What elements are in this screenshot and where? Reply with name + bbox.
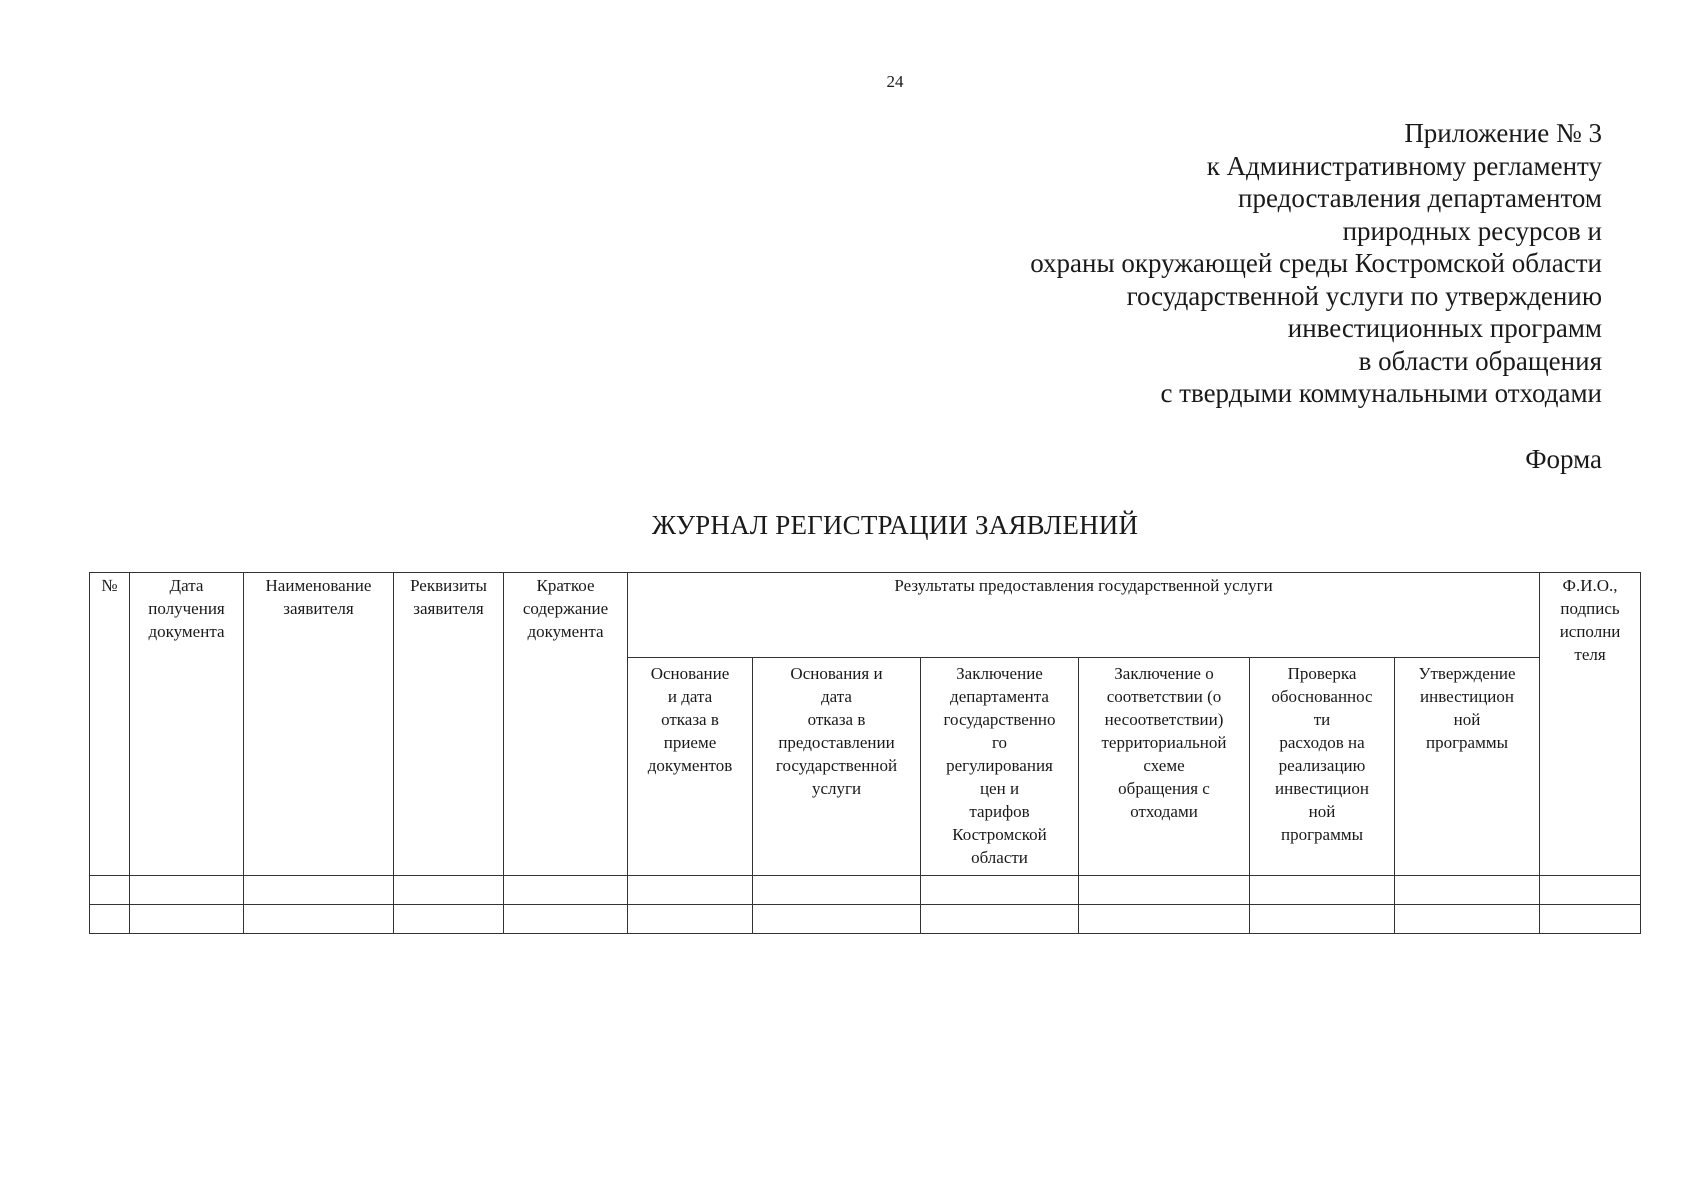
header-line: Основание (650, 664, 730, 683)
table-cell (394, 876, 504, 905)
header-line: ной (1453, 710, 1481, 729)
appendix-line: предоставления департаментом (1238, 183, 1602, 213)
column-header-tariff-conclusion (921, 658, 1079, 876)
header-text: Результаты предоставления государственной услуги (894, 576, 1273, 595)
header-line: заявителя (283, 599, 354, 618)
header-line: Ф.И.О., (1562, 576, 1618, 595)
header-line: документов (647, 756, 733, 775)
header-line: ной (1308, 802, 1336, 821)
column-header-number (90, 573, 130, 876)
header-line: Основания и (790, 664, 883, 683)
table-cell (753, 905, 921, 934)
table-cell (1540, 876, 1641, 905)
header-line: и дата (667, 687, 713, 706)
column-header-cost-check (1250, 658, 1395, 876)
table-cell (1079, 876, 1250, 905)
header-line: инвестицион (1275, 779, 1369, 798)
appendix-line: в области обращения (1358, 345, 1602, 376)
header-line: Дата (169, 576, 204, 595)
header-line: теля (1574, 645, 1606, 664)
appendix-line: к Административному регламенту (1206, 150, 1602, 181)
header-line: Утверждение (1418, 664, 1516, 683)
table-cell (753, 876, 921, 905)
page-number: 24 (886, 72, 904, 91)
header-line: государственной (775, 756, 898, 775)
table-cell (504, 876, 628, 905)
column-header-applicant-requisites (394, 573, 504, 876)
column-header-refusal-service (753, 658, 921, 876)
header-line: тарифов (969, 802, 1030, 821)
appendix-header (1030, 117, 1602, 410)
table-cell (394, 905, 504, 934)
journal-title: ЖУРНАЛ РЕГИСТРАЦИИ ЗАЯВЛЕНИЙ (651, 510, 1139, 540)
table-cell (921, 876, 1079, 905)
column-header-scheme-conclusion (1079, 658, 1250, 876)
header-line: Заключение о (1114, 664, 1214, 683)
header-line: отходами (1130, 802, 1198, 821)
column-header-refusal-acceptance (628, 658, 753, 876)
table-cell (628, 905, 753, 934)
header-line: исполни (1559, 622, 1621, 641)
table-cell (90, 876, 130, 905)
header-line: соответствии (о (1106, 687, 1222, 706)
header-line: обращения с (1118, 779, 1210, 798)
header-line: ти (1313, 710, 1331, 729)
header-text: № (101, 576, 118, 595)
header-line: отказа в (661, 710, 719, 729)
header-line: предоставлении (778, 733, 895, 752)
header-line: получения (148, 599, 225, 618)
appendix-line: государственной услуги по утверждению (1126, 280, 1602, 311)
table-cell (1250, 876, 1395, 905)
table-cell (90, 905, 130, 934)
header-line: Заключение (956, 664, 1043, 683)
appendix-line: инвестиционных программ (1287, 313, 1602, 343)
header-line: обоснованнос (1271, 687, 1373, 706)
table-cell (244, 876, 394, 905)
header-line: го (991, 733, 1008, 752)
header-line: отказа в (807, 710, 866, 729)
table-cell (1395, 905, 1540, 934)
registration-journal-table (89, 572, 1641, 934)
header-line: программы (1425, 733, 1509, 752)
column-header-signature (1540, 573, 1641, 876)
table-cell (1540, 905, 1641, 934)
table-row (90, 876, 1641, 905)
header-line: схеме (1143, 756, 1185, 775)
header-line: регулирования (946, 756, 1053, 775)
header-line: департамента (950, 687, 1049, 706)
header-line: Наименование (265, 576, 372, 595)
header-line: услуги (811, 779, 862, 798)
table-cell (1250, 905, 1395, 934)
header-line: документа (527, 622, 604, 641)
header-line: документа (148, 622, 225, 641)
header-line: расходов на (1279, 733, 1365, 752)
header-line: приеме (663, 733, 717, 752)
header-line: Проверка (1287, 664, 1357, 683)
header-line: Костромской (952, 825, 1047, 844)
table-cell (628, 876, 753, 905)
table-cell (130, 876, 244, 905)
table-header-row (90, 573, 1641, 658)
appendix-line: природных ресурсов и (1342, 215, 1602, 246)
header-line: цен и (979, 779, 1020, 798)
header-line: содержание (522, 599, 609, 618)
header-line: Реквизиты (410, 576, 487, 595)
table-cell (130, 905, 244, 934)
table-cell (1079, 905, 1250, 934)
column-header-summary (504, 573, 628, 876)
header-line: Краткое (536, 576, 595, 595)
column-header-date (130, 573, 244, 876)
table-cell (504, 905, 628, 934)
appendix-line: охраны окружающей среды Костромской области (1030, 248, 1602, 278)
appendix-line: Приложение № 3 (1404, 118, 1602, 148)
appendix-line: с твердыми коммунальными отходами (1160, 378, 1602, 408)
header-line: программы (1280, 825, 1364, 844)
header-line: подпись (1560, 599, 1620, 618)
header-line: дата (821, 687, 852, 706)
header-line: территориальной (1101, 733, 1227, 752)
table-cell (244, 905, 394, 934)
header-line: заявителя (413, 599, 484, 618)
column-group-results (628, 573, 1540, 658)
table-cell (921, 905, 1079, 934)
table-row (90, 905, 1641, 934)
header-line: государственно (943, 710, 1056, 729)
header-line: реализацию (1278, 756, 1366, 775)
table-cell (1395, 876, 1540, 905)
column-header-applicant-name (244, 573, 394, 876)
column-header-program-approval (1395, 658, 1540, 876)
form-label: Форма (1525, 444, 1602, 474)
header-line: несоответствии) (1104, 710, 1224, 729)
header-line: инвестицион (1420, 687, 1514, 706)
header-line: области (971, 848, 1028, 867)
